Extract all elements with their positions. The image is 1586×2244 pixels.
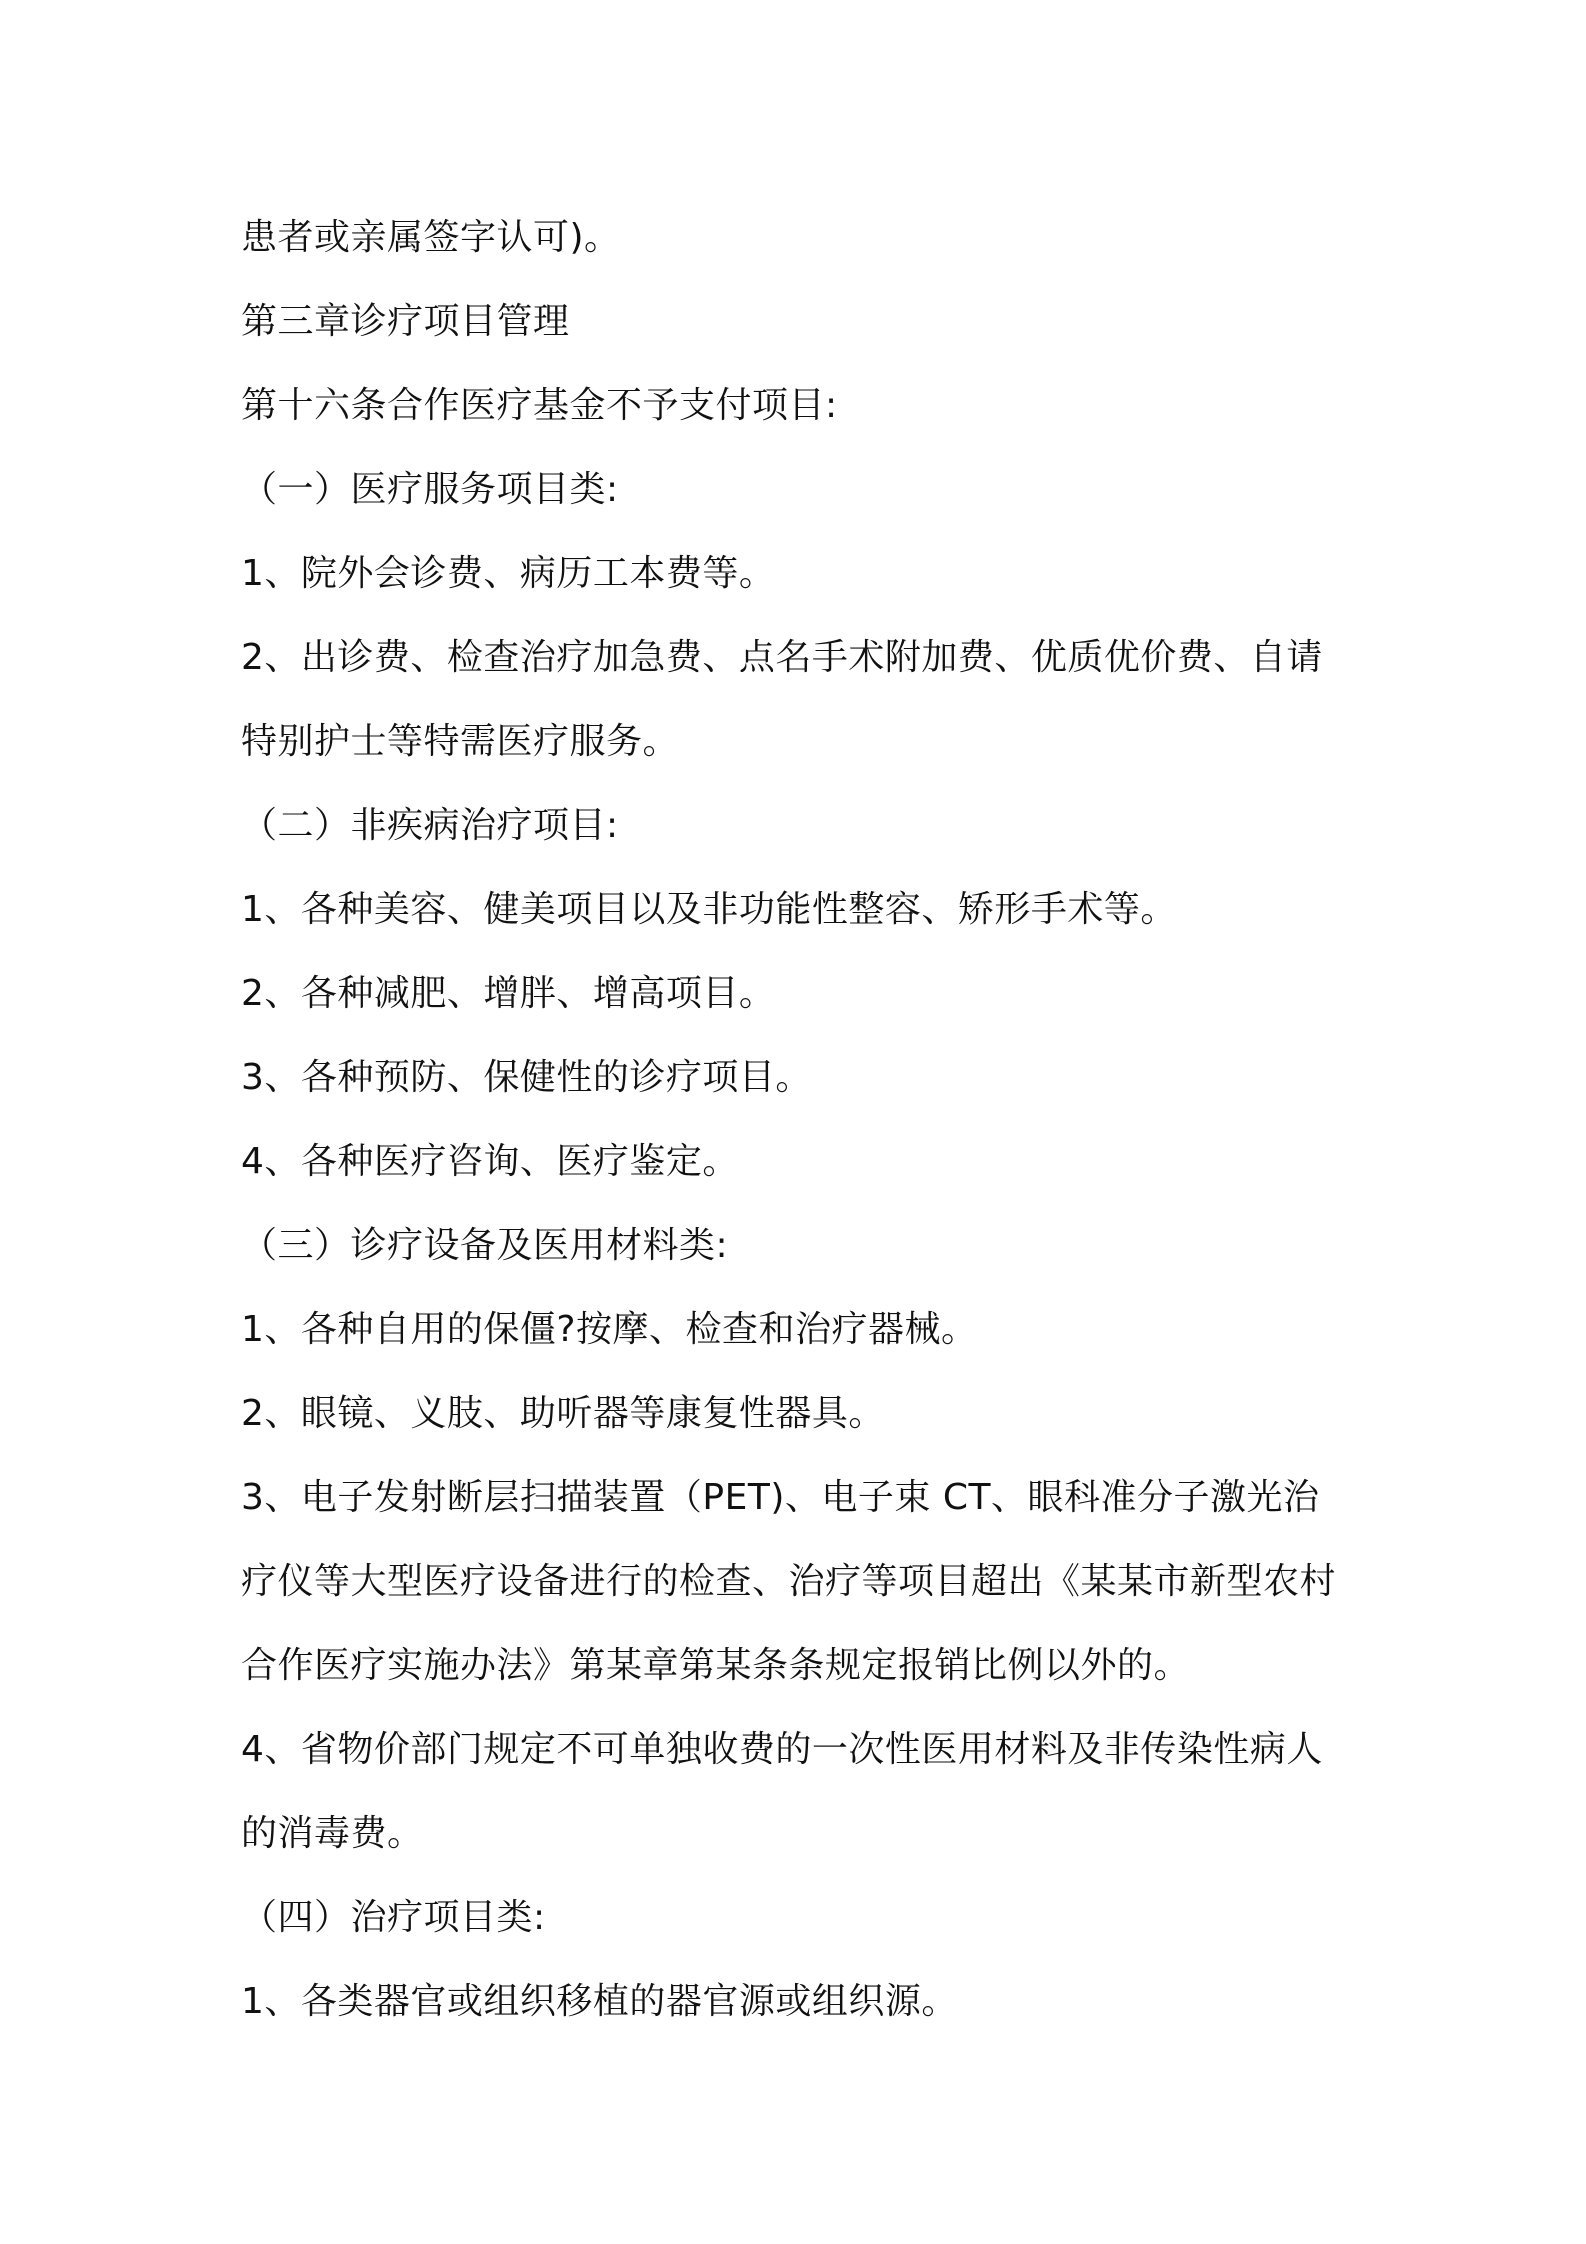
chapter-heading: 第三章诊疗项目管理 (241, 301, 570, 342)
list-item-continuation: 特别护士等特需医疗服务。 (241, 721, 680, 762)
list-item-continuation: 的消毒费。 (241, 1813, 424, 1854)
list-item: 4、各种医疗咨询、医疗鉴定。 (241, 1141, 739, 1182)
section-heading-4: （四）治疗项目类: (241, 1897, 546, 1938)
list-item: 1、各类器官或组织移植的器官源或组织源。 (241, 1981, 958, 2022)
list-item: 3、电子发射断层扫描装置（PET)、电子束 CT、眼科准分子激光治 (241, 1477, 1320, 1518)
article-heading: 第十六条合作医疗基金不予支付项目: (241, 385, 838, 426)
text-line-continuation: 患者或亲属签字认可)。 (241, 217, 621, 258)
list-item: 1、各种自用的保僵?按摩、检查和治疗器械。 (241, 1309, 978, 1350)
section-heading-2: （二）非疾病治疗项目: (241, 805, 619, 846)
list-item: 1、各种美容、健美项目以及非功能性整容、矫形手术等。 (241, 889, 1177, 930)
list-item: 2、眼镜、义肢、助听器等康复性器具。 (241, 1393, 885, 1434)
list-item: 1、院外会诊费、病历工本费等。 (241, 553, 776, 594)
section-heading-3: （三）诊疗设备及医用材料类: (241, 1225, 729, 1266)
document-body (241, 196, 1361, 2044)
section-heading-1: （一）医疗服务项目类: (241, 469, 619, 510)
list-item-continuation: 疗仪等大型医疗设备进行的检查、治疗等项目超出《某某市新型农村 (241, 1561, 1337, 1602)
list-item: 2、各种减肥、增胖、增高项目。 (241, 973, 776, 1014)
list-item: 4、省物价部门规定不可单独收费的一次性医用材料及非传染性病人 (241, 1729, 1323, 1770)
list-item-continuation: 合作医疗实施办法》第某章第某条条规定报销比例以外的。 (241, 1645, 1191, 1686)
list-item: 2、出诊费、检查治疗加急费、点名手术附加费、优质优价费、自请 (241, 637, 1323, 678)
list-item: 3、各种预防、保健性的诊疗项目。 (241, 1057, 812, 1098)
